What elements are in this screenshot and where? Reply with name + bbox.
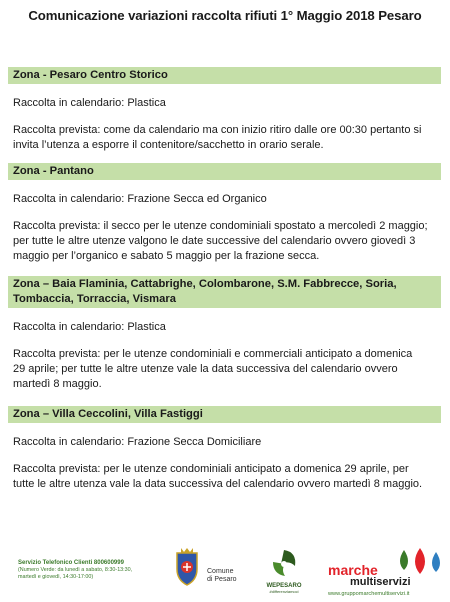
wepesaro-logo	[260, 548, 308, 598]
zone-header: Zona - Pesaro Centro Storico	[8, 67, 441, 84]
flame-drop-icon	[390, 548, 446, 578]
service-title: Servizio Telefonico Clienti 800600999	[18, 560, 124, 566]
zone-header: Zona – Villa Ceccolini, Villa Fastiggi	[8, 406, 441, 423]
customer-service-info	[18, 560, 158, 581]
footer	[0, 540, 450, 602]
brand-multiservizi: multiservizi	[350, 576, 411, 588]
comune-pesaro-logo	[207, 568, 237, 584]
zone-calendar: Raccolta in calendario: Plastica	[13, 321, 166, 333]
brand-marche: marche	[328, 562, 378, 578]
zone-calendar: Raccolta in calendario: Frazione Secca Domiciliare	[13, 436, 262, 448]
service-hours: martedì e giovedì, 14:30-17:00)	[18, 574, 94, 580]
zone-forecast-line: maggio per l’organico e sabato 5 maggio per la frazione secca.	[13, 250, 320, 262]
zone-forecast-line: Raccolta prevista: per le utenze condominiali anticipato a domenica 29 aprile, per	[13, 463, 409, 475]
comune-text: di Pesaro	[207, 576, 237, 583]
zone-header	[8, 276, 441, 308]
zone-forecast-line: Raccolta prevista: per le utenze condominiali e commerciali anticipato a domenica	[13, 348, 413, 360]
zone-forecast-line: martedì 8 maggio.	[13, 378, 102, 390]
marche-multiservizi-logo	[328, 548, 448, 600]
pesaro-crest-icon	[172, 547, 202, 587]
zone-forecast-line: invita l’utenza a esporre il contenitore/sacchetto in orario serale.	[13, 139, 324, 151]
zone-forecast-line: 29 aprile; per tutte le altre utenze vale la data successiva del calendario ovvero	[13, 363, 398, 375]
service-hours: (Numero Verde: da lunedì a sabato, 8:30-13:30,	[18, 567, 133, 573]
wepesaro-tagline: #differenziamoci	[269, 589, 299, 594]
zone-header-line: Zona – Baia Flaminia, Cattabrighe, Colombarone, S.M. Fabbrecce, Soria,	[13, 278, 397, 290]
zone-section	[0, 67, 450, 153]
zone-calendar: Raccolta in calendario: Frazione Secca ed Organico	[13, 193, 267, 205]
zone-forecast-line: Raccolta prevista: il secco per le utenze condominiali spostato a mercoledì 2 maggio;	[13, 220, 428, 232]
brand-url: www.gruppomarchemultiservizi.it	[328, 591, 410, 597]
zone-section	[0, 406, 450, 492]
recycle-icon	[269, 548, 299, 578]
zone-header-line: Tombaccia, Torraccia, Vismara	[13, 293, 176, 305]
zone-forecast-line: tutte le altre utenza vale la data successiva del calendario ovvero martedì 8 maggio.	[13, 478, 423, 490]
zone-forecast-line: Raccolta prevista: come da calendario ma con inizio ritiro dalle ore 00:30 pertanto si	[13, 124, 422, 136]
zone-header: Zona - Pantano	[8, 163, 441, 180]
zone-calendar: Raccolta in calendario: Plastica	[13, 97, 166, 109]
comune-text: Comune	[207, 568, 234, 575]
zone-section	[0, 276, 450, 392]
page-title: Comunicazione variazioni raccolta rifiuti 1° Maggio 2018 Pesaro	[28, 8, 422, 23]
zone-section	[0, 163, 450, 264]
wepesaro-text: WEPESARO	[266, 583, 302, 589]
zone-forecast-line: per tutte le altre utenze valgono le date successive del calendario ovvero giovedì 3	[13, 235, 416, 247]
